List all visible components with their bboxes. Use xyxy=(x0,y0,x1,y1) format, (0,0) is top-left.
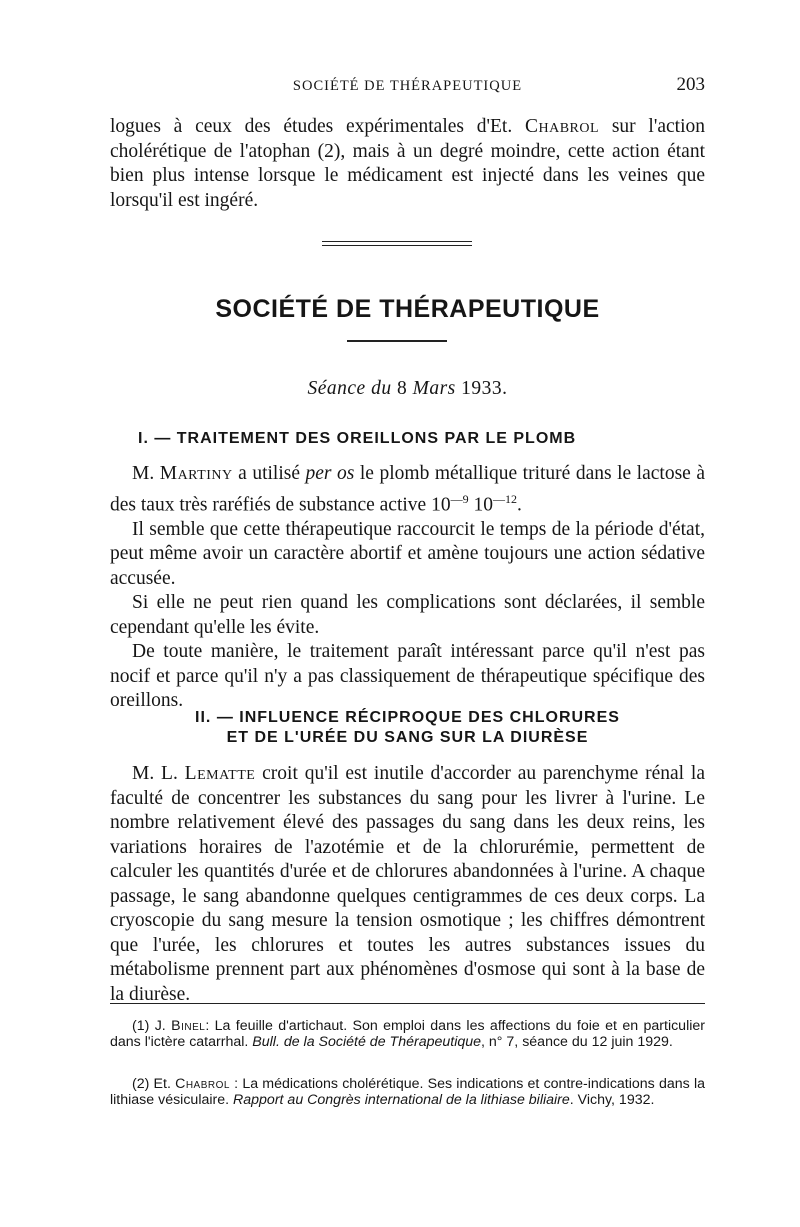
running-title: SOCIÉTÉ DE THÉRAPEUTIQUE xyxy=(292,78,523,94)
author-name: Chabrol xyxy=(175,1076,230,1092)
seance-year: 1933. xyxy=(461,378,508,399)
seance-month: Mars xyxy=(412,378,456,399)
section-1-body xyxy=(110,462,705,714)
journal-title: Bull. de la Société de Thérapeutique xyxy=(252,1034,482,1051)
seance-day: 8 xyxy=(396,378,408,399)
section-2-heading xyxy=(110,708,705,748)
section-1-paragraph-1 xyxy=(110,462,705,518)
seance-date xyxy=(110,378,705,400)
section-1-paragraph-3: Si elle ne peut rien quand les complications sont déclarées, il semble cependant qu'elle les évite. xyxy=(110,592,705,638)
running-header xyxy=(110,74,705,98)
continuation-text-1: logues à ceux des études expérimentales d'Et. xyxy=(110,116,525,137)
author-name: Lematte xyxy=(184,763,256,784)
section-1-heading: I. — TRAITEMENT DES OREILLONS PAR LE PLOMB xyxy=(138,430,577,447)
text: , n° 7, séance du 12 juin 1929. xyxy=(481,1034,673,1051)
text: le plomb métallique trituré dans le lactose à des taux très raréfiés de substance active 10 xyxy=(110,463,705,515)
footnote-1 xyxy=(110,1018,705,1051)
author-name: Binel xyxy=(171,1018,206,1034)
title-underline xyxy=(347,340,447,342)
section-1-heading-block xyxy=(138,430,705,448)
text: (1) J. xyxy=(132,1018,172,1034)
section-1-paragraph-4: De toute manière, le traitement paraît intéressant parce qu'il n'est pas nocif et parce qu'il n'y a pas classiquement de thérapeutique spécifique des oreillons. xyxy=(110,641,705,711)
footnote-divider xyxy=(110,1003,705,1004)
footnote-2 xyxy=(110,1076,705,1109)
journal-title: Rapport au Congrès international de la lithiase biliaire xyxy=(233,1092,570,1109)
section-2-heading-line-2: ET DE L'URÉE DU SANG SUR LA DIURÈSE xyxy=(226,729,589,746)
text: a utilisé xyxy=(232,463,306,484)
double-divider xyxy=(322,241,472,246)
section-2-paragraph xyxy=(110,762,705,1007)
text: : La feuille d'artichaut. Son emploi dans les affections du foie et en particulier dans l'ictère catarrhal. xyxy=(110,1018,705,1051)
author-name: Martiny xyxy=(159,463,233,484)
text: (2) Et. xyxy=(132,1076,176,1092)
text: M. xyxy=(132,463,160,484)
text: . xyxy=(516,494,522,515)
section-1-paragraph-2: Il semble que cette thérapeutique raccourcit le temps de la période d'état, peut même avoir un caractère abortif et amène toujours une action sédative accusée. xyxy=(110,518,705,589)
text: M. L. xyxy=(132,763,185,784)
seance-prefix: Séance du xyxy=(307,378,392,399)
continuation-text-2: sur l'action cholérétique de l'atophan (2), mais à un degré moindre, cette action étant bien plus intense lorsque le médicament est injecté dans les veines que lorsqu'il est ingéré. xyxy=(110,116,705,211)
section-2-heading-line-1: II. — INFLUENCE RÉCIPROQUE DES CHLORURES xyxy=(195,709,620,726)
text: 10 xyxy=(468,494,493,515)
text: croit qu'il est inutile d'accorder au parenchyme rénal la faculté de concentrer les substances du sang pour les livrer à l'urine. Le nombre relativement élevé des passages du sang dans les deux reins, les variations horaires de l'azotémie et de la chlorurémie, permettent de calculer les quantités d'urée et de chlorures abandonnées à l'urine. A chaque passage, le sang abandonne quelques centigrammes de ces deux corps. La cryoscopie du sang mesure la tension osmotique ; les chiffres démontrent que l'urée, les chlorures et toutes les autres substances issues du métabolisme prennent part aux phénomènes d'osmose qui sont à la base de la diurèse. xyxy=(110,763,706,1005)
latin-term: per os xyxy=(305,463,355,484)
text: . Vichy, 1932. xyxy=(569,1092,655,1109)
page-number: 203 xyxy=(676,74,705,95)
section-title: SOCIÉTÉ DE THÉRAPEUTIQUE xyxy=(215,295,600,323)
exponent: —9 xyxy=(450,491,469,506)
author-name: Chabrol xyxy=(524,116,600,137)
exponent: —12 xyxy=(492,491,517,506)
text: : La médications cholérétique. Ses indications et contre-indications dans la lithiase vésiculaire. xyxy=(110,1076,705,1109)
continuation-paragraph xyxy=(110,115,705,213)
